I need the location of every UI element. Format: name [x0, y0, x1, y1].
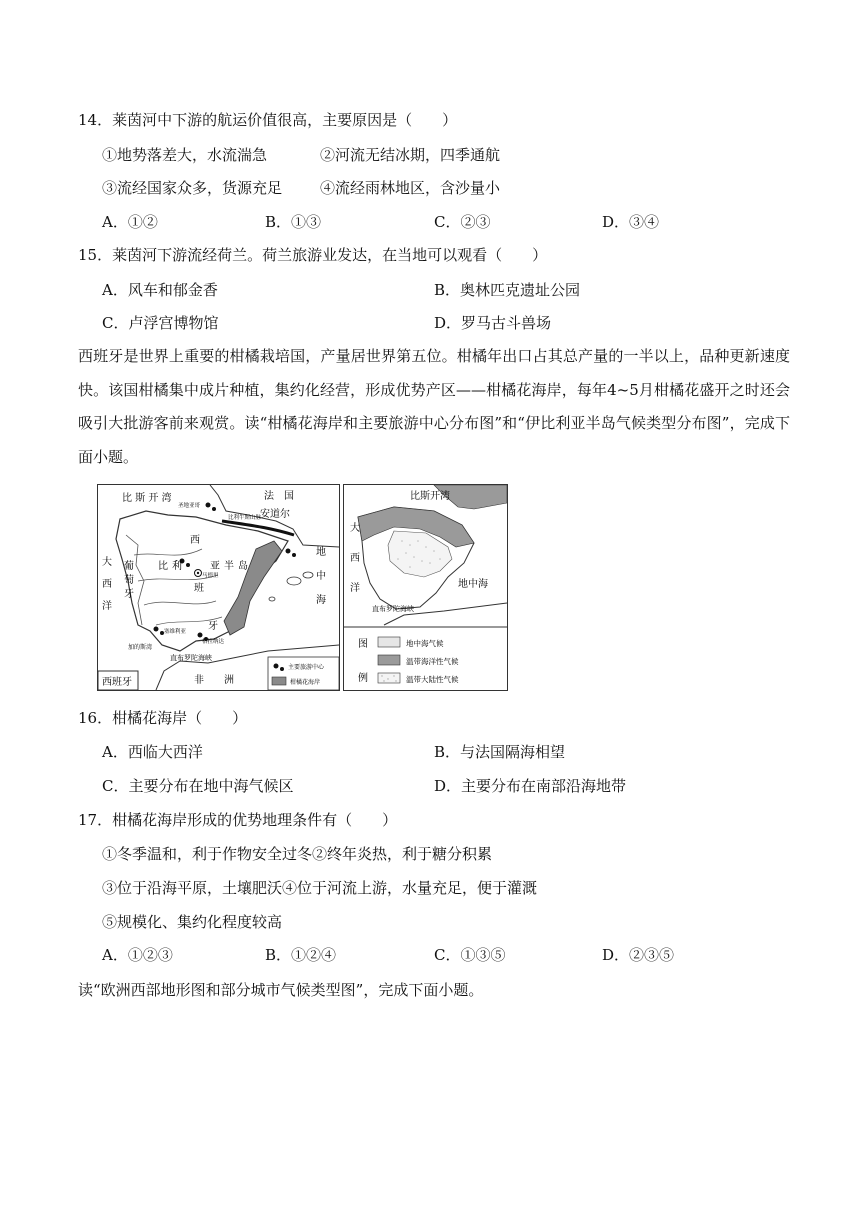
map2-label-biscay: 比斯开湾: [410, 491, 450, 502]
climate-type-map-svg: [344, 485, 507, 690]
legend-tourism-icon-2: [280, 667, 284, 671]
label-france: 法 国: [264, 491, 294, 502]
citrus-coast-map-svg: [98, 485, 339, 690]
legend-swatch-continental: [378, 673, 400, 683]
label-seville: 塞维利亚: [164, 629, 187, 635]
q16-option-d[interactable]: D．主要分布在南部沿海地带: [434, 777, 627, 795]
outro-instruction: 读“欧洲西部地形图和部分城市气候类型图”，完成下面小题。: [78, 981, 484, 999]
map2-label-atlantic-1: 大: [350, 523, 360, 534]
label-med-2: 中: [316, 571, 326, 582]
intro-paragraph: 西班牙是世界上重要的柑橘栽培国，产量居世界第五位。柑橘年出口占其总产量的一半以上，品种更新速度快。该国柑橘集中成片种植，集约化经营，形成优势产区——柑橘花海岸，每年4~5月柑橘花盛开之时还会吸引大批游客前来观赏。读“柑橘花海岸和主要旅游中心分布图”和“伊比利亚半岛气候类型分布图”，完成下面小题。: [78, 347, 790, 466]
q14-stem: 14．莱茵河中下游的航运价值很高，主要原因是（ ）: [78, 111, 458, 129]
map2-label-gibraltar: 直布罗陀海峡: [372, 605, 414, 613]
citrus-coast-map: [97, 484, 340, 691]
q15-option-b[interactable]: B．奥林匹克遗址公园: [434, 281, 581, 299]
q15-option-c[interactable]: C．卢浮宫博物馆: [102, 314, 219, 332]
legend-coast-label: 柑橘花海岸: [290, 679, 321, 686]
label-atlantic-1: 大: [102, 557, 112, 568]
label-madrid: 马德里: [202, 573, 219, 579]
label-biscay: 比 斯 开 湾: [122, 493, 172, 504]
legend-tourism-label: 主要旅游中心: [288, 664, 325, 671]
q15-option-d[interactable]: D．罗马古斗兽场: [434, 314, 552, 332]
label-med-3: 海: [316, 595, 326, 606]
label-africa: 非 洲: [194, 675, 234, 686]
label-cadiz: 加的斯湾: [128, 644, 153, 651]
q17-statement-1: ①冬季温和，利于作物安全过冬②终年炎热，利于糖分积累: [102, 845, 493, 863]
label-andorra: 安道尔: [260, 509, 290, 520]
q17-statement-2: ③位于沿海平原，土壤肥沃④位于河流上游，水量充足，便于灌溉: [102, 879, 538, 897]
legend-label-continental: 温带大陆性气候: [406, 675, 459, 684]
label-granada: 格拉纳达: [202, 639, 225, 645]
map2-label-atlantic-3: 洋: [350, 583, 360, 594]
q14-option-a[interactable]: A．①②: [102, 213, 158, 231]
label-iberia-2: 比: [158, 561, 168, 572]
map2-legend-title-2: 例: [358, 673, 368, 684]
q17-statement-3: ⑤规模化、集约化程度较高: [102, 913, 283, 931]
balearic-island-3: [269, 597, 275, 601]
legend-label-oceanic: 温带海洋性气候: [406, 657, 459, 666]
q16-option-a[interactable]: A．西临大西洋: [102, 743, 203, 761]
map2-label-atlantic-2: 西: [350, 553, 360, 564]
q14-option-c[interactable]: C．②③: [434, 213, 491, 231]
label-portugal-3: 牙: [124, 589, 134, 600]
legend-swatch-mediterranean: [378, 637, 400, 647]
label-atlantic-2: 西: [102, 579, 112, 590]
q14-statement-3: ③流经国家众多，货源充足: [102, 179, 283, 197]
label-country: 西班牙: [102, 677, 132, 688]
legend-coast-swatch: [272, 677, 286, 685]
q15-option-a[interactable]: A．风车和郁金香: [102, 281, 218, 299]
label-iberia-6: 岛: [238, 561, 248, 572]
q16-option-c[interactable]: C．主要分布在地中海气候区: [102, 777, 294, 795]
label-iberia-5: 半: [224, 561, 234, 572]
label-pyrenees: 比利牛斯山脉: [228, 515, 262, 521]
label-iberia-4: 亚: [210, 561, 220, 572]
balearic-island-1: [287, 577, 301, 585]
q14-statement-1: ①地势落差大，水流湍急: [102, 146, 268, 164]
q17-option-d[interactable]: D．②③⑤: [602, 946, 675, 964]
label-iberia-1: 西: [190, 535, 200, 546]
label-portugal-2: 萄: [124, 575, 134, 586]
q16-option-b[interactable]: B．与法国隔海相望: [434, 743, 566, 761]
label-portugal-1: 葡: [124, 561, 134, 572]
balearic-island-2: [303, 572, 313, 578]
q17-option-c[interactable]: C．①③⑤: [434, 946, 506, 964]
q17-option-b[interactable]: B．①②④: [265, 946, 337, 964]
legend-label-mediterranean: 地中海气候: [406, 639, 444, 648]
label-med-1: 地: [316, 547, 326, 558]
label-iberia-8: 牙: [208, 621, 218, 632]
label-santiago: 圣地亚哥: [178, 503, 201, 509]
map2-label-med: 地中海: [458, 579, 488, 590]
label-gibraltar: 直布罗陀海峡: [170, 654, 212, 662]
iberia-outline: [116, 511, 288, 651]
q17-option-a[interactable]: A．①②③: [102, 946, 173, 964]
legend-tourism-icon: [274, 664, 279, 669]
madrid-dot: [197, 572, 199, 574]
q14-statement-4: ④流经雨林地区，含沙量小: [320, 179, 501, 197]
q14-option-b[interactable]: B．①③: [265, 213, 322, 231]
q16-stem: 16．柑橘花海岸（ ）: [78, 709, 248, 727]
label-iberia-3: 利: [172, 561, 182, 572]
q15-stem: 15．莱茵河下游流经荷兰。荷兰旅游业发达，在当地可以观看（ ）: [78, 246, 548, 264]
map2-legend-title-1: 图: [358, 639, 368, 650]
q17-stem: 17．柑橘花海岸形成的优势地理条件有（ ）: [78, 811, 398, 829]
climate-type-map: [343, 484, 508, 691]
legend-swatch-oceanic: [378, 655, 400, 665]
label-atlantic-3: 洋: [102, 601, 112, 612]
q14-statement-2: ②河流无结冰期，四季通航: [320, 146, 501, 164]
q14-option-d[interactable]: D．③④: [602, 213, 660, 231]
label-iberia-7: 班: [194, 583, 204, 594]
